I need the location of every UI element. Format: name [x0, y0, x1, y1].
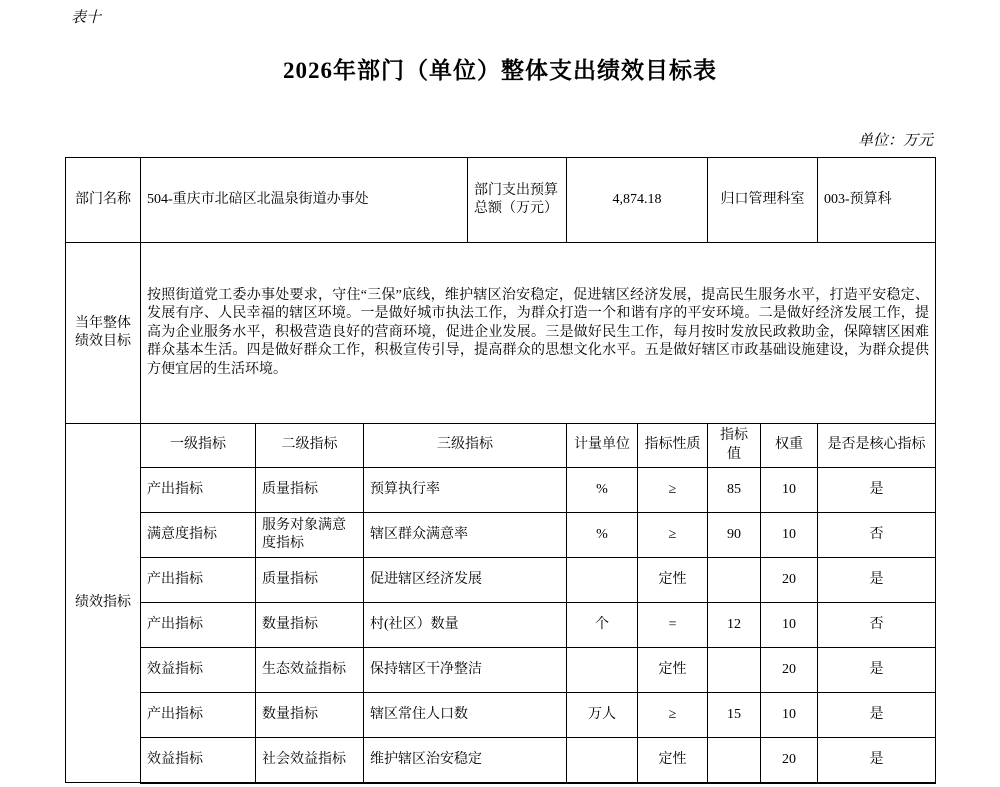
indicator-cell: 效益指标 [141, 648, 256, 693]
indicator-cell: % [567, 468, 638, 513]
dept-name-label: 部门名称 [66, 158, 141, 243]
annual-goal-row [66, 243, 936, 424]
indicator-cell: 辖区常住人口数 [364, 693, 567, 738]
indicator-cell: 质量指标 [256, 558, 364, 603]
indicator-cell: 社会效益指标 [256, 738, 364, 783]
indicator-cell: 辖区群众满意率 [364, 513, 567, 558]
indicator-cell: ≥ [638, 693, 708, 738]
indicator-cell: ≥ [638, 513, 708, 558]
indicator-row [66, 513, 936, 558]
indicator-cell: 20 [761, 558, 818, 603]
indicator-cell [708, 558, 761, 603]
indicator-cell: 保持辖区干净整洁 [364, 648, 567, 693]
indicator-header: 计量单位 [567, 424, 638, 468]
indicator-row [66, 693, 936, 738]
indicator-cell: 10 [761, 693, 818, 738]
indicator-header: 指标性质 [638, 424, 708, 468]
indicator-cell: 服务对象满意度指标 [256, 513, 364, 558]
indicator-header: 指标值 [708, 424, 761, 468]
indicator-cell [567, 738, 638, 783]
indicator-cell: 85 [708, 468, 761, 513]
indicator-row [66, 468, 936, 513]
indicator-cell: 10 [761, 468, 818, 513]
indicator-cell: 数量指标 [256, 603, 364, 648]
indicator-cell: 万人 [567, 693, 638, 738]
dept-name-value: 504-重庆市北碚区北温泉街道办事处 [141, 158, 468, 243]
indicator-header: 是否是核心指标 [818, 424, 936, 468]
indicator-cell: 产出指标 [141, 558, 256, 603]
indicator-cell [708, 738, 761, 783]
indicator-cell: 村(社区）数量 [364, 603, 567, 648]
indicator-cell: 维护辖区治安稳定 [364, 738, 567, 783]
table-number-label: 表十 [71, 10, 102, 26]
indicator-cell: 20 [761, 648, 818, 693]
indicator-cell: 个 [567, 603, 638, 648]
indicator-cell: 否 [818, 603, 936, 648]
indicator-cell: = [638, 603, 708, 648]
performance-target-table [65, 157, 936, 784]
unit-note: 单位：万元 [857, 133, 933, 149]
indicator-cell: 20 [761, 738, 818, 783]
indicator-cell: 产出指标 [141, 468, 256, 513]
indicator-cell: ≥ [638, 468, 708, 513]
indicator-cell: 否 [818, 513, 936, 558]
indicator-cell [567, 648, 638, 693]
indicator-header: 一级指标 [141, 424, 256, 468]
indicator-cell [708, 648, 761, 693]
indicator-cell: 15 [708, 693, 761, 738]
indicator-header: 二级指标 [256, 424, 364, 468]
indicator-cell: 10 [761, 513, 818, 558]
indicator-cell: 是 [818, 693, 936, 738]
annual-goal-text: 按照街道党工委办事处要求，守住“三保”底线，维护辖区治安稳定，促进辖区经济发展，提高民生服务水平，打造平安稳定、发展有序、人民幸福的辖区环境。一是做好城市执法工作，为群众打造一个和谐有序的平安环境。二是做好经济发展工作，提高为企业服务水平，积极营造良好的营商环境，促进企业发展。三是做好民生工作，每月按时发放民政救助金，保障辖区困难群众基本生活。四是做好群众工作，积极宣传引导，提高群众的思想文化水平。五是做好辖区市政基础设施建设，为群众提供方便宜居的生活环境。 [141, 243, 936, 424]
indicator-cell: 90 [708, 513, 761, 558]
management-office-value: 003-预算科 [818, 158, 936, 243]
indicator-cell: 产出指标 [141, 603, 256, 648]
budget-total-label: 部门支出预算总额（万元） [468, 158, 567, 243]
indicator-cell: 数量指标 [256, 693, 364, 738]
indicator-cell: 生态效益指标 [256, 648, 364, 693]
indicator-row [66, 558, 936, 603]
indicator-cell: 是 [818, 648, 936, 693]
dept-info-row [66, 158, 936, 243]
indicator-cell: 促进辖区经济发展 [364, 558, 567, 603]
indicator-cell [567, 558, 638, 603]
indicator-header: 三级指标 [364, 424, 567, 468]
management-office-label: 归口管理科室 [708, 158, 818, 243]
indicator-cell: 效益指标 [141, 738, 256, 783]
indicator-cell: 定性 [638, 738, 708, 783]
indicator-row [66, 738, 936, 783]
budget-total-value: 4,874.18 [567, 158, 708, 243]
indicator-cell: 定性 [638, 648, 708, 693]
indicators-label: 绩效指标 [66, 424, 141, 783]
indicator-cell: 12 [708, 603, 761, 648]
indicator-header-row [66, 424, 936, 468]
indicator-row [66, 648, 936, 693]
indicator-cell: 是 [818, 558, 936, 603]
annual-goal-label: 当年整体绩效目标 [66, 243, 141, 424]
indicator-cell: 满意度指标 [141, 513, 256, 558]
indicator-cell: 是 [818, 468, 936, 513]
indicator-cell: 10 [761, 603, 818, 648]
indicator-row [66, 603, 936, 648]
indicator-cell: 定性 [638, 558, 708, 603]
page-title: 2026年部门（单位）整体支出绩效目标表 [283, 58, 717, 83]
indicator-cell: % [567, 513, 638, 558]
indicator-cell: 预算执行率 [364, 468, 567, 513]
indicator-cell: 产出指标 [141, 693, 256, 738]
indicator-cell: 质量指标 [256, 468, 364, 513]
indicator-cell: 是 [818, 738, 936, 783]
indicator-header: 权重 [761, 424, 818, 468]
